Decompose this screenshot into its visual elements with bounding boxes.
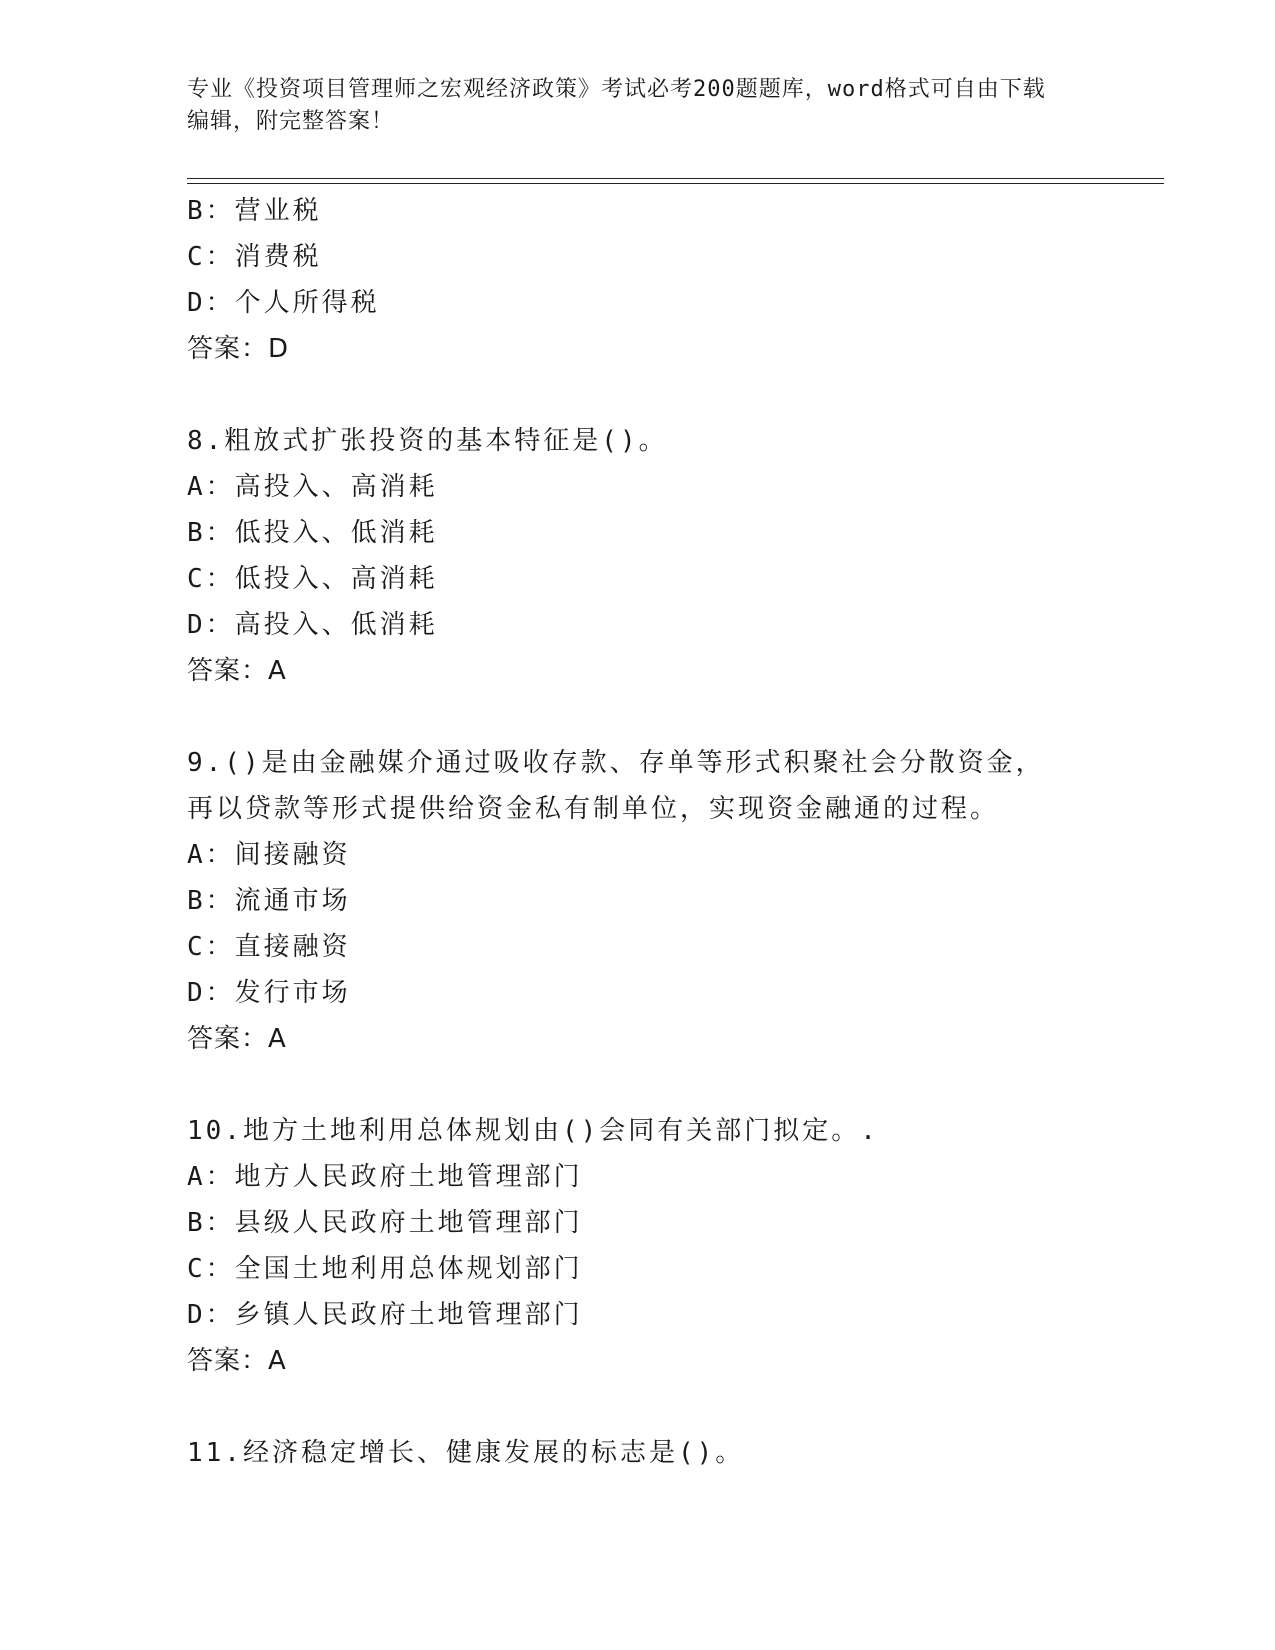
question-9 <box>187 740 1087 1062</box>
question-list <box>187 188 1087 1476</box>
question-7-tail <box>187 188 1087 372</box>
option-a: A：地方人民政府土地管理部门 <box>187 1162 583 1192</box>
option-d: D：发行市场 <box>187 978 351 1008</box>
page-header: 专业《投资项目管理师之宏观经济政策》考试必考200题题库，word格式可自由下载编辑，附完整答案！ <box>187 77 1046 134</box>
header-divider-top <box>187 178 1164 179</box>
option-d: D：高投入、低消耗 <box>187 610 438 640</box>
question-text: 8.粗放式扩张投资的基本特征是()。 <box>187 426 668 456</box>
option-c: C：低投入、高消耗 <box>187 564 438 594</box>
question-11 <box>187 1430 1087 1476</box>
option-a: A：高投入、高消耗 <box>187 472 438 502</box>
answer: 答案：A <box>187 1024 287 1054</box>
option-d: D：个人所得税 <box>187 288 380 318</box>
option-c: C：全国土地利用总体规划部门 <box>187 1254 583 1284</box>
header-divider-bottom <box>187 183 1164 184</box>
question-text: 10.地方土地利用总体规划由()会同有关部门拟定。. <box>187 1116 879 1146</box>
option-c: C：直接融资 <box>187 932 351 962</box>
question-text: 9.()是由金融媒介通过吸收存款、存单等形式积聚社会分散资金，再以贷款等形式提供给资金私有制单位，实现资金融通的过程。 <box>187 748 1045 824</box>
answer: 答案：A <box>187 1346 287 1376</box>
option-b: B：营业税 <box>187 196 322 226</box>
question-text: 11.经济稳定增长、健康发展的标志是()。 <box>187 1438 745 1468</box>
option-b: B：流通市场 <box>187 886 351 916</box>
question-10 <box>187 1108 1087 1384</box>
answer: 答案：A <box>187 656 287 686</box>
answer: 答案：D <box>187 334 290 364</box>
option-a: A：间接融资 <box>187 840 351 870</box>
option-d: D：乡镇人民政府土地管理部门 <box>187 1300 583 1330</box>
question-8 <box>187 418 1087 694</box>
option-c: C：消费税 <box>187 242 322 272</box>
option-b: B：县级人民政府土地管理部门 <box>187 1208 583 1238</box>
option-b: B：低投入、低消耗 <box>187 518 438 548</box>
